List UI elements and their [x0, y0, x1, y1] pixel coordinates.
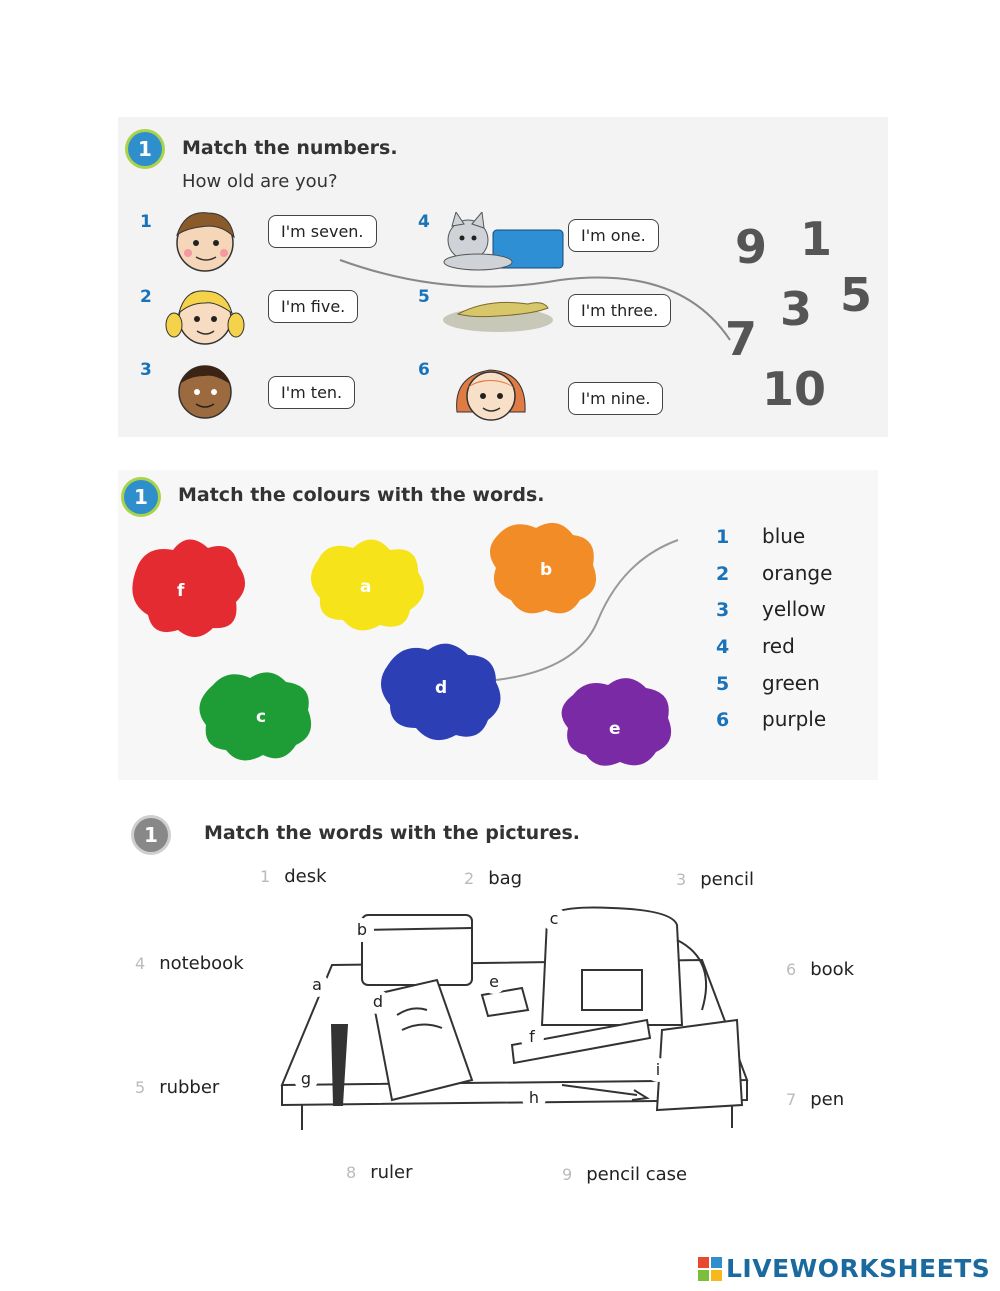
exercise-subtitle: How old are you?	[182, 171, 338, 192]
answer-number-1[interactable]: 1	[800, 212, 833, 266]
blob-label-f: f	[177, 581, 185, 601]
item-number: 1	[140, 212, 152, 232]
colour-word: orange	[762, 561, 833, 585]
word-number: 6	[716, 709, 730, 731]
picture-marker-b[interactable]: b	[350, 918, 374, 942]
exercise-title: Match the words with the pictures.	[204, 822, 580, 844]
blob-label-b: b	[540, 560, 553, 580]
word-number: 2	[716, 563, 730, 585]
blob-label-d: d	[435, 678, 448, 698]
paint-blobs-illustration	[118, 470, 718, 780]
picture-marker-c[interactable]: c	[542, 907, 566, 931]
word-label-desk: 1 desk	[260, 866, 327, 887]
word-label-pencil-case: 9 pencil case	[562, 1164, 688, 1185]
word-label-ruler: 8 ruler	[346, 1162, 413, 1183]
exercise-badge: 1	[134, 818, 168, 852]
picture-marker-f[interactable]: f	[520, 1025, 544, 1049]
answer-number-3[interactable]: 3	[780, 282, 813, 336]
picture-marker-g[interactable]: g	[294, 1067, 318, 1091]
speech-bubble: I'm five.	[268, 290, 358, 323]
speech-bubble: I'm three.	[568, 294, 671, 327]
answer-number-9[interactable]: 9	[735, 220, 768, 274]
exercise-title: Match the colours with the words.	[178, 484, 545, 506]
item-number: 2	[140, 287, 152, 307]
word-label-rubber: 5 rubber	[135, 1077, 220, 1098]
item-number: 6	[418, 360, 430, 380]
desk-illustration	[262, 900, 762, 1140]
blob-label-c: c	[256, 707, 267, 727]
exercise-badge: 1	[124, 480, 158, 514]
speech-bubble: I'm one.	[568, 219, 659, 252]
liveworksheets-logo-icon	[698, 1257, 722, 1281]
red-hair-girl-face-illustration	[445, 362, 540, 424]
answer-number-10[interactable]: 10	[762, 362, 827, 416]
colour-word: purple	[762, 707, 827, 731]
liveworksheets-logo-text: LIVEWORKSHEETS	[726, 1254, 991, 1283]
item-number: 4	[418, 212, 430, 232]
blob-label-a: a	[360, 577, 372, 597]
answer-number-5[interactable]: 5	[840, 268, 873, 322]
word-number: 5	[716, 673, 730, 695]
word-number: 3	[716, 599, 730, 621]
item-number: 3	[140, 360, 152, 380]
picture-marker-h[interactable]: h	[522, 1086, 546, 1110]
word-label-pencil: 3 pencil	[676, 869, 754, 890]
exercise-badge: 1	[128, 132, 162, 166]
blob-label-e: e	[609, 719, 621, 739]
word-label-bag: 2 bag	[464, 868, 523, 889]
word-label-notebook: 4 notebook	[135, 953, 244, 974]
paint-blob-f	[132, 539, 245, 637]
item-number: 5	[418, 287, 430, 307]
colour-word: blue	[762, 524, 806, 548]
speech-bubble: I'm seven.	[268, 215, 377, 248]
answer-number-7[interactable]: 7	[725, 312, 758, 366]
word-number: 1	[716, 526, 730, 548]
picture-marker-a[interactable]: a	[305, 973, 329, 997]
picture-marker-e[interactable]: e	[482, 970, 506, 994]
speech-bubble: I'm nine.	[568, 382, 663, 415]
word-number: 4	[716, 636, 730, 658]
colour-word: yellow	[762, 597, 826, 621]
exercise-title: Match the numbers.	[182, 137, 398, 159]
boy-face-illustration	[160, 205, 255, 275]
word-label-pen: 7 pen	[786, 1089, 845, 1110]
picture-marker-i[interactable]: i	[646, 1058, 670, 1082]
word-label-book: 6 book	[786, 959, 855, 980]
colour-word: green	[762, 671, 820, 695]
pencil-match-line	[330, 240, 750, 350]
girl-face-illustration	[160, 283, 255, 348]
speech-bubble: I'm ten.	[268, 376, 355, 409]
colour-word: red	[762, 634, 795, 658]
dark-boy-face-illustration	[160, 360, 255, 422]
picture-marker-d[interactable]: d	[366, 990, 390, 1014]
